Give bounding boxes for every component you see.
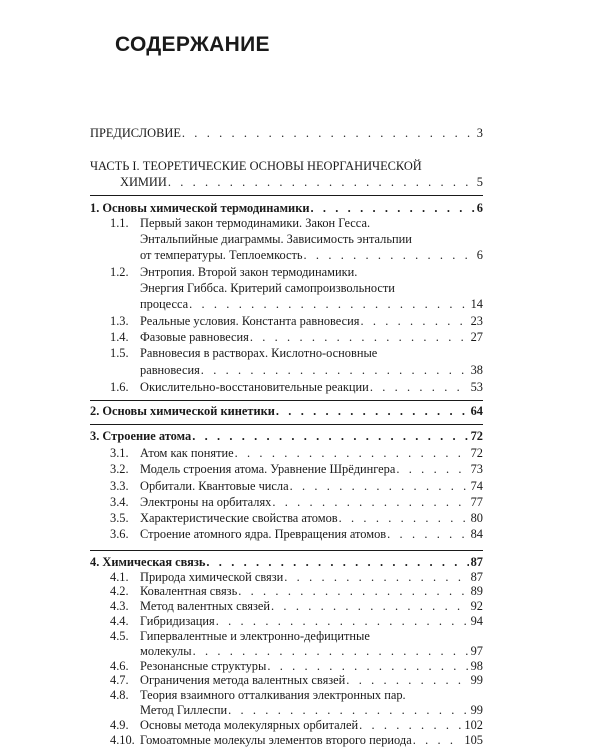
entry-label: от температуры. Теплоемкость <box>140 248 303 263</box>
entry-page: 105 <box>464 732 483 747</box>
divider <box>90 400 483 401</box>
section-label-line: Теория взаимного отталкивания электронных пар. <box>140 688 406 703</box>
dot-leader <box>275 403 469 420</box>
entry-page: 64 <box>470 404 483 419</box>
section-number: 4.8. <box>110 688 129 703</box>
section-number: 1.2. <box>110 264 129 279</box>
divider <box>90 195 483 196</box>
section-number: 3.6. <box>110 527 129 542</box>
toc-entry-3-2[interactable] <box>110 461 483 478</box>
section-number: 1.6. <box>110 379 129 394</box>
entry-page: 6 <box>476 200 483 215</box>
dot-leader <box>167 174 475 191</box>
section-label-line: Энтальпийные диаграммы. Зависимость энтальпии <box>140 232 412 247</box>
toc-entry-part-line1: ЧАСТЬ I. ТЕОРЕТИЧЕСКИЕ ОСНОВЫ НЕОРГАНИЧЕСКОЙ <box>90 158 422 173</box>
toc-entry-1-3[interactable] <box>110 313 483 330</box>
toc-entry-3-3[interactable] <box>110 478 483 495</box>
entry-page: 87 <box>470 554 483 569</box>
toc-entry-1-1[interactable] <box>140 247 483 264</box>
entry-page: 72 <box>470 429 483 444</box>
entry-page: 87 <box>470 569 483 584</box>
section-number: 4.10. <box>110 732 135 747</box>
entry-page: 73 <box>470 462 483 477</box>
entry-label: Характеристические свойства атомов <box>140 510 338 525</box>
entry-label: 2. Основы химической кинетики <box>90 404 275 419</box>
entry-page: 14 <box>470 296 483 311</box>
page-title: СОДЕРЖАНИЕ <box>115 33 270 57</box>
dot-leader <box>191 428 468 445</box>
section-label-line: Гипервалентные и электронно-дефицитные <box>140 628 370 643</box>
section-label-line: Первый закон термодинамики. Закон Гесса. <box>140 216 371 231</box>
entry-label: Природа химической связи <box>140 569 284 584</box>
dot-leader <box>249 329 469 346</box>
section-number: 3.4. <box>110 494 129 509</box>
entry-label: Ограничения метода валентных связей <box>140 673 346 688</box>
section-number: 1.5. <box>110 346 129 361</box>
section-number: 3.5. <box>110 510 129 525</box>
dot-leader <box>289 478 469 495</box>
section-number: 1.3. <box>110 314 129 328</box>
section-number: 4.1. <box>110 569 129 584</box>
entry-page: 38 <box>470 362 483 377</box>
toc-chapter-2[interactable] <box>90 403 483 420</box>
dot-leader <box>359 313 468 330</box>
entry-label: Орбитали. Квантовые числа <box>140 478 289 493</box>
dot-leader <box>188 296 468 313</box>
entry-label: 1. Основы химической термодинамики <box>90 200 310 215</box>
entry-page: 99 <box>470 673 483 688</box>
entry-page: 72 <box>470 446 483 461</box>
section-number: 4.4. <box>110 614 129 629</box>
section-number: 1.1. <box>110 216 129 231</box>
entry-label: ПРЕДИСЛОВИЕ <box>90 125 181 140</box>
toc-entry-3-6[interactable] <box>110 526 483 543</box>
entry-label: 4. Химическая связь <box>90 554 206 569</box>
entry-page: 98 <box>470 658 483 673</box>
entry-page: 80 <box>470 510 483 525</box>
dot-leader <box>234 445 469 462</box>
entry-page: 94 <box>470 614 483 629</box>
dot-leader <box>303 247 475 264</box>
toc-chapter-3[interactable] <box>90 428 483 445</box>
entry-label: Ковалентная связь <box>140 584 238 599</box>
dot-leader <box>412 732 463 749</box>
entry-label: равновесия <box>140 362 200 377</box>
section-number: 4.2. <box>110 584 129 599</box>
section-number: 4.7. <box>110 673 129 688</box>
entry-page: 3 <box>476 125 483 140</box>
section-number: 4.9. <box>110 717 129 732</box>
entry-page: 89 <box>470 584 483 599</box>
entry-page: 84 <box>470 527 483 542</box>
entry-label: Окислительно-восстановительные реакции <box>140 379 369 394</box>
entry-label: Электроны на орбиталях <box>140 494 272 509</box>
dot-leader <box>181 125 475 142</box>
entry-page: 74 <box>470 478 483 493</box>
toc-entry-3-5[interactable] <box>110 510 483 527</box>
toc-entry-1-2[interactable] <box>140 296 483 313</box>
entry-page: 23 <box>470 314 483 328</box>
entry-page: 6 <box>476 248 483 263</box>
entry-label: Метод валентных связей <box>140 599 271 614</box>
entry-label: Гибридизация <box>140 614 215 629</box>
toc-entry-3-1[interactable] <box>110 445 483 462</box>
section-number: 3.1. <box>110 446 129 461</box>
toc-entry-3-4[interactable] <box>110 494 483 511</box>
entry-label: Резонансные структуры <box>140 658 267 673</box>
entry-page: 99 <box>470 703 483 718</box>
dot-leader <box>386 526 468 543</box>
entry-label: Фазовые равновесия <box>140 330 249 345</box>
toc-entry-1-6[interactable] <box>110 379 483 396</box>
toc-entry-4-10[interactable] <box>110 732 483 749</box>
entry-page: 5 <box>476 175 483 190</box>
section-label-line: Энергия Гиббса. Критерий самопроизвольности <box>140 280 395 295</box>
dot-leader <box>369 379 469 396</box>
divider <box>90 424 483 425</box>
entry-label: 3. Строение атома <box>90 429 192 444</box>
entry-label: Основы метода молекулярных орбиталей <box>140 717 359 732</box>
section-number: 4.3. <box>110 599 129 614</box>
section-number: 1.4. <box>110 330 129 345</box>
toc-entry-part[interactable] <box>120 174 483 191</box>
entry-label: ХИМИИ <box>120 175 167 190</box>
entry-page: 92 <box>470 599 483 614</box>
entry-page: 27 <box>470 330 483 345</box>
section-number: 4.5. <box>110 628 129 643</box>
section-number: 3.2. <box>110 462 129 477</box>
dot-leader <box>271 494 468 511</box>
toc-entry-1-4[interactable] <box>110 329 483 346</box>
entry-page: 53 <box>470 379 483 394</box>
entry-label: молекулы <box>140 643 192 658</box>
entry-label: Строение атомного ядра. Превращения атомов <box>140 527 387 542</box>
section-label-line: Энтропия. Второй закон термодинамики. <box>140 264 358 279</box>
section-number: 4.6. <box>110 658 129 673</box>
dot-leader <box>395 461 468 478</box>
entry-page: 102 <box>464 717 483 732</box>
entry-label: Метод Гиллеспи <box>140 703 228 718</box>
entry-label: Гомоатомные молекулы элементов второго периода <box>140 732 412 747</box>
entry-label: процесса <box>140 296 189 311</box>
dot-leader <box>200 362 469 379</box>
entry-label: Атом как понятие <box>140 446 234 461</box>
entry-page: 77 <box>470 494 483 509</box>
entry-label: Реальные условия. Константа равновесия <box>140 314 360 328</box>
dot-leader <box>338 510 469 527</box>
entry-page: 97 <box>470 643 483 658</box>
section-label-line: Равновесия в растворах. Кислотно-основные <box>140 346 378 361</box>
section-number: 3.3. <box>110 478 129 493</box>
toc-entry-1-5[interactable] <box>140 362 483 379</box>
toc-entry-preface[interactable] <box>90 125 483 142</box>
divider <box>90 550 483 551</box>
entry-label: Модель строения атома. Уравнение Шрёдингера <box>140 462 396 477</box>
